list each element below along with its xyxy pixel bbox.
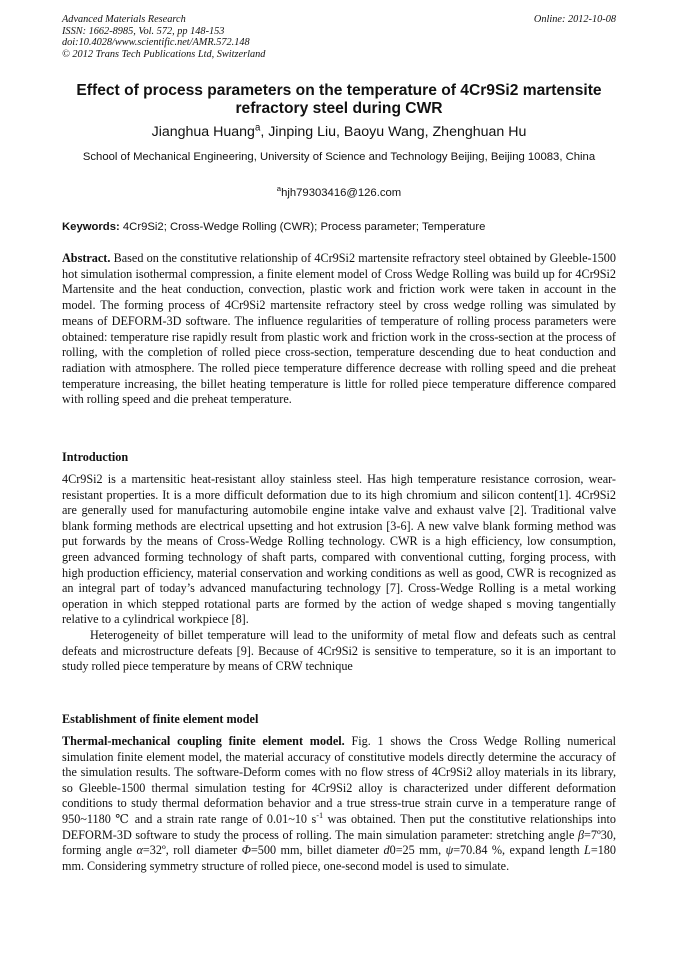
fem-text-2: was obtained. Then put the constitutive relationships into DEFORM-3D software to study the process of rolling. The main simulation parameter: stretching angle xyxy=(62,811,616,842)
fem-text-6: 0=25 mm, xyxy=(389,843,446,858)
author-email xyxy=(62,186,616,200)
fem-heading: Establishment of finite element model xyxy=(62,712,259,726)
email-mark: a xyxy=(276,184,282,194)
keywords-label: Keywords: xyxy=(62,221,120,233)
fem-text-4: =32º, roll diameter xyxy=(142,843,242,858)
abstract-text: Based on the constitutive relationship of 4Cr9Si2 martensite refractory steel obtained by Gleeble-1500 hot simulation isothermal compression, a finite element model of Cross Wedge Rolling was build up for 4Cr9Si2 Martensite and the heat conduction, convection, plastic work and friction work were taken in account in the model. The forming process of 4Cr9Si2 martensite refractory steel by cross wedge rolling was simulated by means of DEFORM-3D software. The influence regularities of temperature of rolling process parameters were obtained: temperature rise rapidly result from plastic work and friction work in the cross-section at the process of rolling, with the completion of rolled piece cross-section, temperature descending due to heat conduction and radiation with atmosphere. The rolled piece temperature difference decrease with rolling speed and die preheat temperature increasing, the billet heating temperature is little for rolled piece temperature difference compared with rolling speed and die preheat temperature. xyxy=(62,251,616,407)
fem-text-7: =70.84 %, expand length xyxy=(453,843,585,858)
author-first: Jianghua Huang xyxy=(151,124,255,140)
symbol-d: d xyxy=(383,843,390,858)
journal-name: Advanced Materials Research xyxy=(62,14,186,25)
introduction-heading: Introduction xyxy=(62,450,129,464)
keywords-text: 4Cr9Si2; Cross-Wedge Rolling (CWR); Process parameter; Temperature xyxy=(119,221,486,233)
abstract xyxy=(62,251,616,408)
symbol-phi: Φ xyxy=(241,843,251,858)
symbol-L: L xyxy=(584,843,591,858)
author-rest: , Jinping Liu, Baoyu Wang, Zhenghuan Hu xyxy=(260,124,527,140)
paper-title: Effect of process parameters on the temperature of 4Cr9Si2 martensite refractory steel during CWR xyxy=(76,82,602,117)
symbol-beta: β xyxy=(577,827,585,842)
introduction-paragraph-2: Heterogeneity of billet temperature will lead to the uniformity of metal flow and defeats such as central defeats and microstructure defeats [9]. Because of 4Cr9Si2 is sensitive to temperature, so it is an important to study rolled piece temperature by means of CRW technique xyxy=(62,627,616,674)
paper-authors xyxy=(62,124,616,141)
author-affiliation-mark: a xyxy=(254,122,261,134)
fem-text-5: =500 mm, billet diameter xyxy=(250,843,384,858)
journal-copyright: © 2012 Trans Tech Publications Ltd, Switzerland xyxy=(62,48,266,60)
symbol-psi: ψ xyxy=(445,843,454,858)
fem-text-3: =7º30, forming angle xyxy=(62,827,616,858)
journal-issn: ISSN: 1662-8985, Vol. 572, pp 148-153 xyxy=(62,25,225,37)
journal-header xyxy=(62,14,616,60)
keywords xyxy=(62,220,616,234)
fem-run-in-heading: Thermal-mechanical coupling finite element model. xyxy=(62,734,345,748)
fem-text-1: Fig. 1 shows the Cross Wedge Rolling numerical simulation finite element model, the material accuracy of constitutive models directly determine the accuracy of the simulation results. The software-Deform comes with no flow stress of 4Cr9Si2 alloy materials in its library, so Gleeble-1500 thermal simulation testing for 4Cr9Si2 alloy is characterized under different deformation conditions to study thermal deformation behavior and a true stress-true strain curve in a temperature range of 950~1180 ℃ and a strain rate range of 0.01~10 s xyxy=(62,734,616,826)
author-affiliation: School of Mechanical Engineering, University of Science and Technology Beijing, Beijing 10083, China xyxy=(82,151,596,163)
journal-doi: doi:10.4028/www.scientific.net/AMR.572.148 xyxy=(62,37,250,48)
symbol-alpha: α xyxy=(136,843,143,858)
introduction-paragraph-1: 4Cr9Si2 is a martensitic heat-resistant alloy stainless steel. Has high temperature resistance corrosion, wear-resistant properties. It is a more difficult deformation due to its high chromium and silicon content[1]. 4Cr9Si2 are generally used for manufacturing automobile engine intake valve and exhaust valve [2]. Traditional valve blank forming methods are electrical upsetting and hot extrusion [3-6]. A new valve blank forming method was put forwards by the means of Cross-Wedge Rolling technology. CWR is a high efficiency, low consumption, green advanced forming technology of shaft parts, compared with conventional cutting, forging process, with high production efficiency, material conservation and working conditions as well as good, CWR is recognized as an integral part of today’s advanced manufacturing technology [7]. Cross-Wedge Rolling is a metal working operation in which stepped rotational parts are formed by the action of wedge shaped s moving tangentially relative to a cylindrical workpiece [8]. xyxy=(62,472,616,627)
abstract-label: Abstract. xyxy=(62,251,111,265)
fem-body xyxy=(62,734,616,874)
fem-text-8: =180 mm. Considering symmetry structure of rolled piece, one-second model is used to simulate. xyxy=(62,843,616,873)
online-date: Online: 2012-10-08 xyxy=(533,14,616,25)
fem-superscript: -1 xyxy=(316,810,324,820)
email-address[interactable]: hjh79303416@126.com xyxy=(281,187,402,199)
introduction-body xyxy=(62,472,616,675)
